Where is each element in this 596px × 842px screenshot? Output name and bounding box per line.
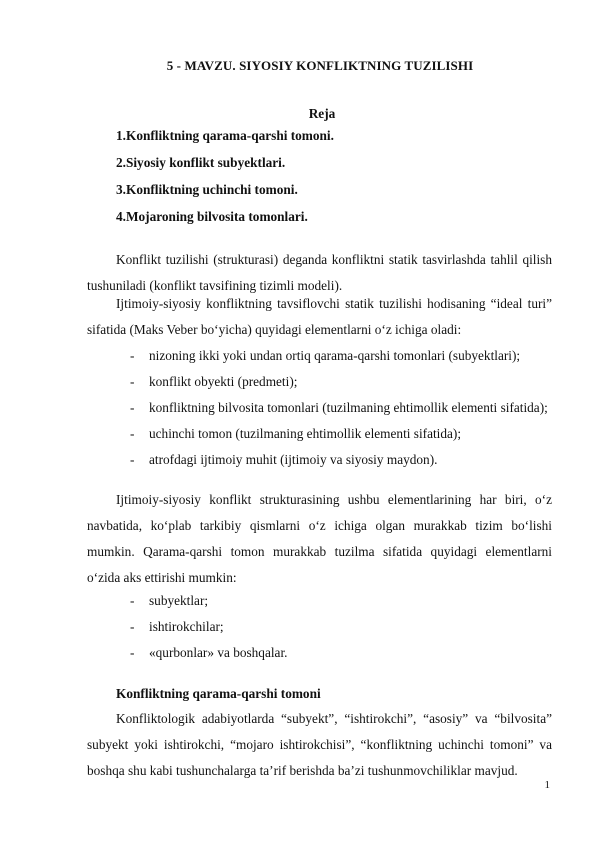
list-item xyxy=(130,588,555,614)
list-item-text: konflikt obyekti (predmeti); xyxy=(149,374,298,389)
paragraph: Konflikt tuzilishi (strukturasi) deganda konfliktni statik tasvirlashda tahlil qilish tushuniladi (konflikt tavsifining tizimli modeli). xyxy=(87,252,552,293)
list-item-text: ishtirokchilar; xyxy=(149,619,224,634)
elements-list xyxy=(130,343,555,473)
plan-item: 3.Konfliktning uchinchi tomoni. xyxy=(116,182,298,197)
list-item-text: konfliktning bilvosita tomonlari (tuzilmaning ehtimollik elementi sifatida); xyxy=(149,400,548,415)
list-item xyxy=(130,395,555,421)
list-marker: - xyxy=(130,348,135,363)
page-title: 5 - MAVZU. SIYOSIY KONFLIKTNING TUZILISHI xyxy=(166,58,474,73)
paragraph: Ijtimoiy-siyosiy konfliktning tavsiflovchi statik tuzilishi hodisaning “ideal turi” sifatida (Maks Veber bo‘yicha) quyidagi elementlarni o‘z ichiga oladi: xyxy=(87,296,552,337)
list-item-text: uchinchi tomon (tuzilmaning ehtimollik elementi sifatida); xyxy=(149,426,462,441)
list-item xyxy=(130,421,555,447)
list-item-text: «qurbonlar» va boshqalar. xyxy=(149,645,288,660)
list-marker: - xyxy=(130,593,135,608)
list-item xyxy=(130,614,555,640)
list-marker: - xyxy=(130,452,135,467)
side-list xyxy=(130,588,555,666)
list-item-text: subyektlar; xyxy=(149,593,209,608)
plan-heading: Reja xyxy=(308,106,336,121)
list-marker: - xyxy=(130,374,135,389)
plan-item: 1.Konfliktning qarama-qarshi tomoni. xyxy=(116,128,334,143)
list-item xyxy=(130,343,555,369)
list-marker: - xyxy=(130,426,135,441)
plan-list xyxy=(116,126,334,234)
list-marker: - xyxy=(130,619,135,634)
list-item-text: nizoning ikki yoki undan ortiq qarama-qarshi tomonlari (subyektlari); xyxy=(149,348,521,363)
section-heading: Konfliktning qarama-qarshi tomoni xyxy=(116,686,321,701)
list-item xyxy=(130,369,555,395)
page-number: 1 xyxy=(544,779,550,791)
list-marker: - xyxy=(130,645,135,660)
list-marker: - xyxy=(130,400,135,415)
list-item-text: atrofdagi ijtimoiy muhit (ijtimoiy va siyosiy maydon). xyxy=(149,452,438,467)
plan-item: 4.Mojaroning bilvosita tomonlari. xyxy=(116,209,308,224)
list-item xyxy=(130,640,555,666)
paragraph: Ijtimoiy-siyosiy konflikt strukturasining ushbu elementlarining har biri, o‘z navbatida, ko‘plab tarkibiy qismlarni o‘z ichiga olgan murakkab tizim bo‘lishi mumkin. Qarama-qarshi tomon murakkab tuzilma sifatida quyidagi elementlarni o‘zida aks ettirishi mumkin: xyxy=(87,492,552,585)
paragraph: Konfliktologik adabiyotlarda “subyekt”, “ishtirokchi”, “asosiy” va “bilvosita” subyekt yoki ishtirokchi, “mojaro ishtirokchisi”, “konfliktning uchinchi tomoni” va boshqa shu kabi tushunchalarga ta’rif berishda ba’zi tushunmovchiliklar mavjud. xyxy=(87,711,552,778)
plan-item: 2.Siyosiy konflikt subyektlari. xyxy=(116,155,286,170)
list-item xyxy=(130,447,555,473)
